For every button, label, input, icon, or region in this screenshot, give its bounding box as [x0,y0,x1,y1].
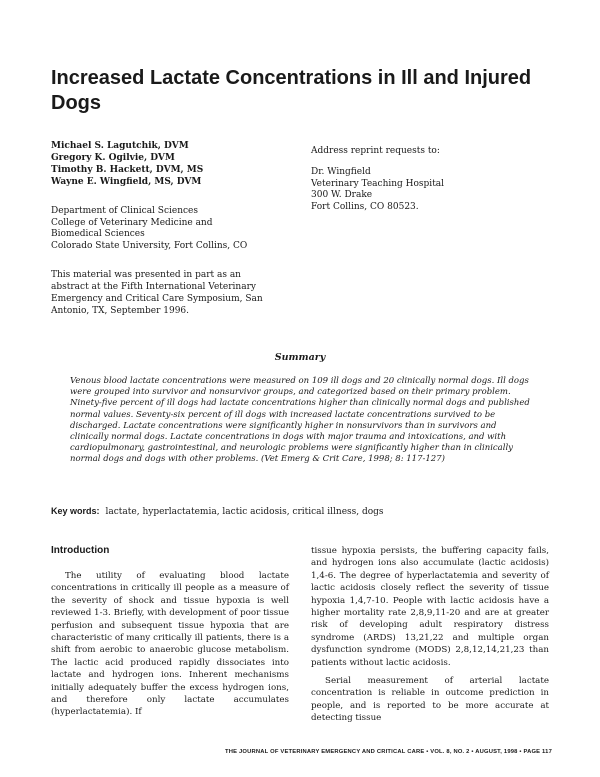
reprint-address-line: 300 W. Drake [311,190,373,200]
paragraph: tissue hypoxia persists, the buffering capacity fails, and hydrogen ions also accumulate (lactic acidosis) 1,4-6. The degree of hyperlactatemia and severity of lactic acidosis closely reflect the severity of tissue hypoxia 1,4,7-10. People with lactic acidosis have a higher mortality rate 2,8,9,11-20 and are at greater risk of developing adult respiratory distress syndrome (ARDS) 13,21,22 and multiple organ dysfunction syndrome (MODS) 2,8,12,14,21,23 than patients without lactic acidosis. [311,546,549,668]
reprint-address-line: Fort Collins, CO 80523. [311,201,419,212]
keywords-label: Key words: [51,506,100,516]
affiliation [51,206,291,252]
affiliation-line: College of Veterinary Medicine and [51,217,213,228]
author-name: Wayne E. Wingfield, MS, DVM [51,177,202,187]
introduction-heading: Introduction [51,545,110,556]
body-column-left: The utility of evaluating blood lactate concentrations in critically ill people as a measure of the severity of shock and tissue hypoxia is well reviewed 1-3. Briefly, with development of poor tissue perfusion and subsequent tissue hypoxia that are characteristic of many critically ill patients, there is a shift from aerobic to anaerobic glucose metabolism. The lactic acid produced rapidly dissociates into lactate and hydrogen ions. Inherent mechanisms initially adequately buffer the excess hydrogen ions, and therefore only lactate accumulates (hyperlactatemia). If [51,571,289,718]
presentation-note: This material was presented in part as an abstract at the Fifth International Veterinary Emergency and Critical Care Symposium, San Antonio, TX, September 1996. [51,270,263,316]
paragraph: Serial measurement of arterial lactate concentration is reliable in outcome prediction in people, and is reported to be more accurate at detecting tissue [311,676,549,724]
author-name: Gregory K. Ogilvie, DVM [51,153,175,163]
article-title: Increased Lactate Concentrations in Ill and Injured Dogs [51,67,532,114]
author-list [51,140,281,188]
affiliation-line: Department of Clinical Sciences [51,206,198,216]
summary-heading: Summary [274,352,326,363]
body-column-right [311,545,549,725]
reprint-address [311,167,511,213]
summary-text: Venous blood lactate concentrations were measured on 109 ill dogs and 20 clinically normal dogs. Ill dogs were grouped into survivor and nonsurvivor groups, and categorized based on their primary problem. Ninety-five percent of ill dogs had lactate concentrations higher than clinically normal dogs and published normal values. Seventy-six percent of ill dogs with increased lactate concentrations survived to be discharged. Lactate concentrations were significantly higher in nonsurvivors than in survivors and clinically normal dogs. Lactate concentrations in dogs with major trauma and intoxications, and with cardiopulmonary, gastrointestinal, and neurologic problems were significantly higher than in clinically normal dogs and dogs with other problems. (Vet Emerg & Crit Care, 1998; 8: 117-127) [70,376,530,465]
affiliation-line: Colorado State University, Fort Collins, CO [51,240,248,251]
keywords [51,506,551,517]
reprint-label: Address reprint requests to: [311,146,440,156]
keywords-text: lactate, hyperlactatemia, lactic acidosis, critical illness, dogs [105,507,384,517]
author-name: Michael S. Lagutchik, DVM [51,141,189,151]
reprint-address-line: Veterinary Teaching Hospital [311,178,445,189]
reprint-address-line: Dr. Wingfield [311,167,371,177]
page-footer: THE JOURNAL OF VETERINARY EMERGENCY AND CRITICAL CARE • VOL. 8, NO. 2 • AUGUST, 1998 • PAGE 117 [224,749,552,755]
author-name: Timothy B. Hackett, DVM, MS [51,165,204,175]
affiliation-line: Biomedical Sciences [51,229,145,239]
